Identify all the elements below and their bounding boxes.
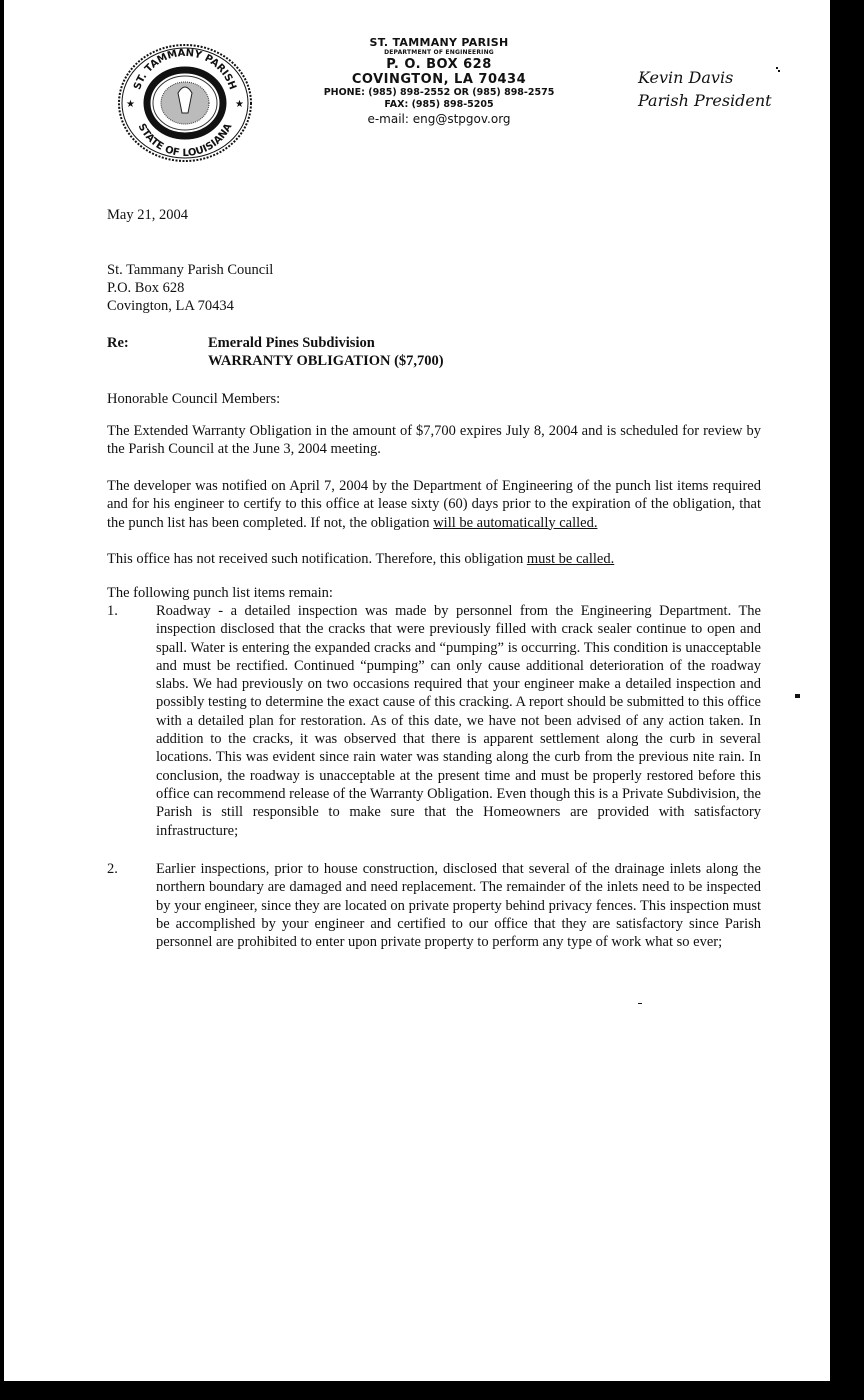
scan-speck: [778, 70, 780, 72]
re-subject-line: WARRANTY OBLIGATION ($7,700): [208, 353, 444, 369]
paragraph-developer-notice: [107, 477, 761, 532]
scan-speck: [795, 694, 800, 698]
recipient-line: St. Tammany Parish Council: [107, 262, 274, 278]
letterhead-po-box: P. O. BOX 628: [386, 57, 492, 72]
paragraph-text: The developer was notified on April 7, 2004 by the Department of Engineering of the punch list items required and for his engineer to certify to this office at lease sixty (60) days prior to the expiration of the obligation, that the punch list has been completed. If not, the obligation: [107, 478, 761, 531]
svg-text:★: ★: [126, 99, 135, 110]
letterhead: [294, 36, 584, 127]
salutation: Honorable Council Members:: [107, 391, 281, 407]
scan-speck: [638, 1003, 642, 1004]
punch-list-intro: The following punch list items remain:: [107, 585, 333, 601]
list-item: Roadway - a detailed inspection was made by personnel from the Engineering Department. The inspection disclosed that the cracks that were previously filled with crack sealer continue to open and spall. Water is entering the expanded cracks and “pumping” is occurring. This condition is unacceptable and must be rectified. Continued “pumping” can only cause additional deterioration of the roadway slabs. We had previously on two occasions required that your engineer make a detailed inspection and possibly testing to determine the exact cause of this cracking. A report should be submitted to this office with a detailed plan for restoration. As of this date, we have not been advised of any action taken. In addition to the cracks, it was observed that there is apparent settlement along the curb in several locations. This was evident since rain water was standing along the curb from the previous nite rain. In conclusion, the roadway is unacceptable at the present time and must be properly restored before this office can recommend release of the Warranty Obligation. Even though this is a Private Subdivision, the Parish is still responsible to make sure that the Homeowners are provided with satisfactory infrastructure;: [156, 603, 761, 839]
recipient-address: [107, 261, 273, 315]
seal-top-text: ST. TAMMANY PARISH: [132, 47, 238, 92]
svg-text:★: ★: [235, 99, 244, 110]
letterhead-fax: FAX: (985) 898-5205: [384, 99, 494, 110]
list-item: Earlier inspections, prior to house construction, disclosed that several of the drainage inlets along the northern boundary are damaged and need replacement. The remainder of the inlets need to be inspected by your engineer, since they are located on private property behind privacy fences. This inspection must be accomplished by your engineer and certified to our office that they are satisfactory since Parish personnel are prohibited to enter upon private property to perform any type of work what so ever;: [156, 861, 761, 951]
re-subject-line: Emerald Pines Subdivision: [208, 335, 375, 351]
paragraph-text: This office has not received such notification. Therefore, this obligation: [107, 551, 527, 567]
recipient-line: Covington, LA 70434: [107, 298, 234, 314]
paragraph-no-notification: [107, 550, 761, 568]
letterhead-department: DEPARTMENT OF ENGINEERING: [384, 49, 494, 56]
underlined-text: will be automatically called.: [433, 514, 598, 531]
letter-date: May 21, 2004: [107, 207, 188, 223]
president-title: Parish President: [638, 91, 772, 110]
letterhead-city: COVINGTON, LA 70434: [351, 72, 527, 87]
parish-seal-icon: [116, 43, 254, 163]
scan-speck: [776, 67, 778, 69]
letter-page: [4, 0, 830, 1381]
re-label: Re:: [107, 335, 129, 351]
letterhead-organization: ST. TAMMANY PARISH: [369, 36, 509, 49]
letterhead-phone: PHONE: (985) 898-2552 OR (985) 898-2575: [323, 87, 555, 98]
paragraph-warranty-expiry: The Extended Warranty Obligation in the amount of $7,700 expires July 8, 2004 and is scheduled for review by the Parish Council at the June 3, 2004 meeting.: [107, 423, 761, 458]
president-name: Kevin Davis: [638, 68, 734, 87]
recipient-line: P.O. Box 628: [107, 280, 185, 296]
underlined-text: must be called.: [526, 551, 615, 567]
president-block: [638, 66, 772, 112]
list-item-number: 2.: [107, 861, 118, 877]
list-item-number: 1.: [107, 603, 118, 619]
re-subject: [208, 334, 444, 370]
seal-bottom-text: STATE OF LOUISIANA: [135, 121, 235, 160]
letterhead-email: e-mail: eng@stpgov.org: [367, 112, 511, 126]
